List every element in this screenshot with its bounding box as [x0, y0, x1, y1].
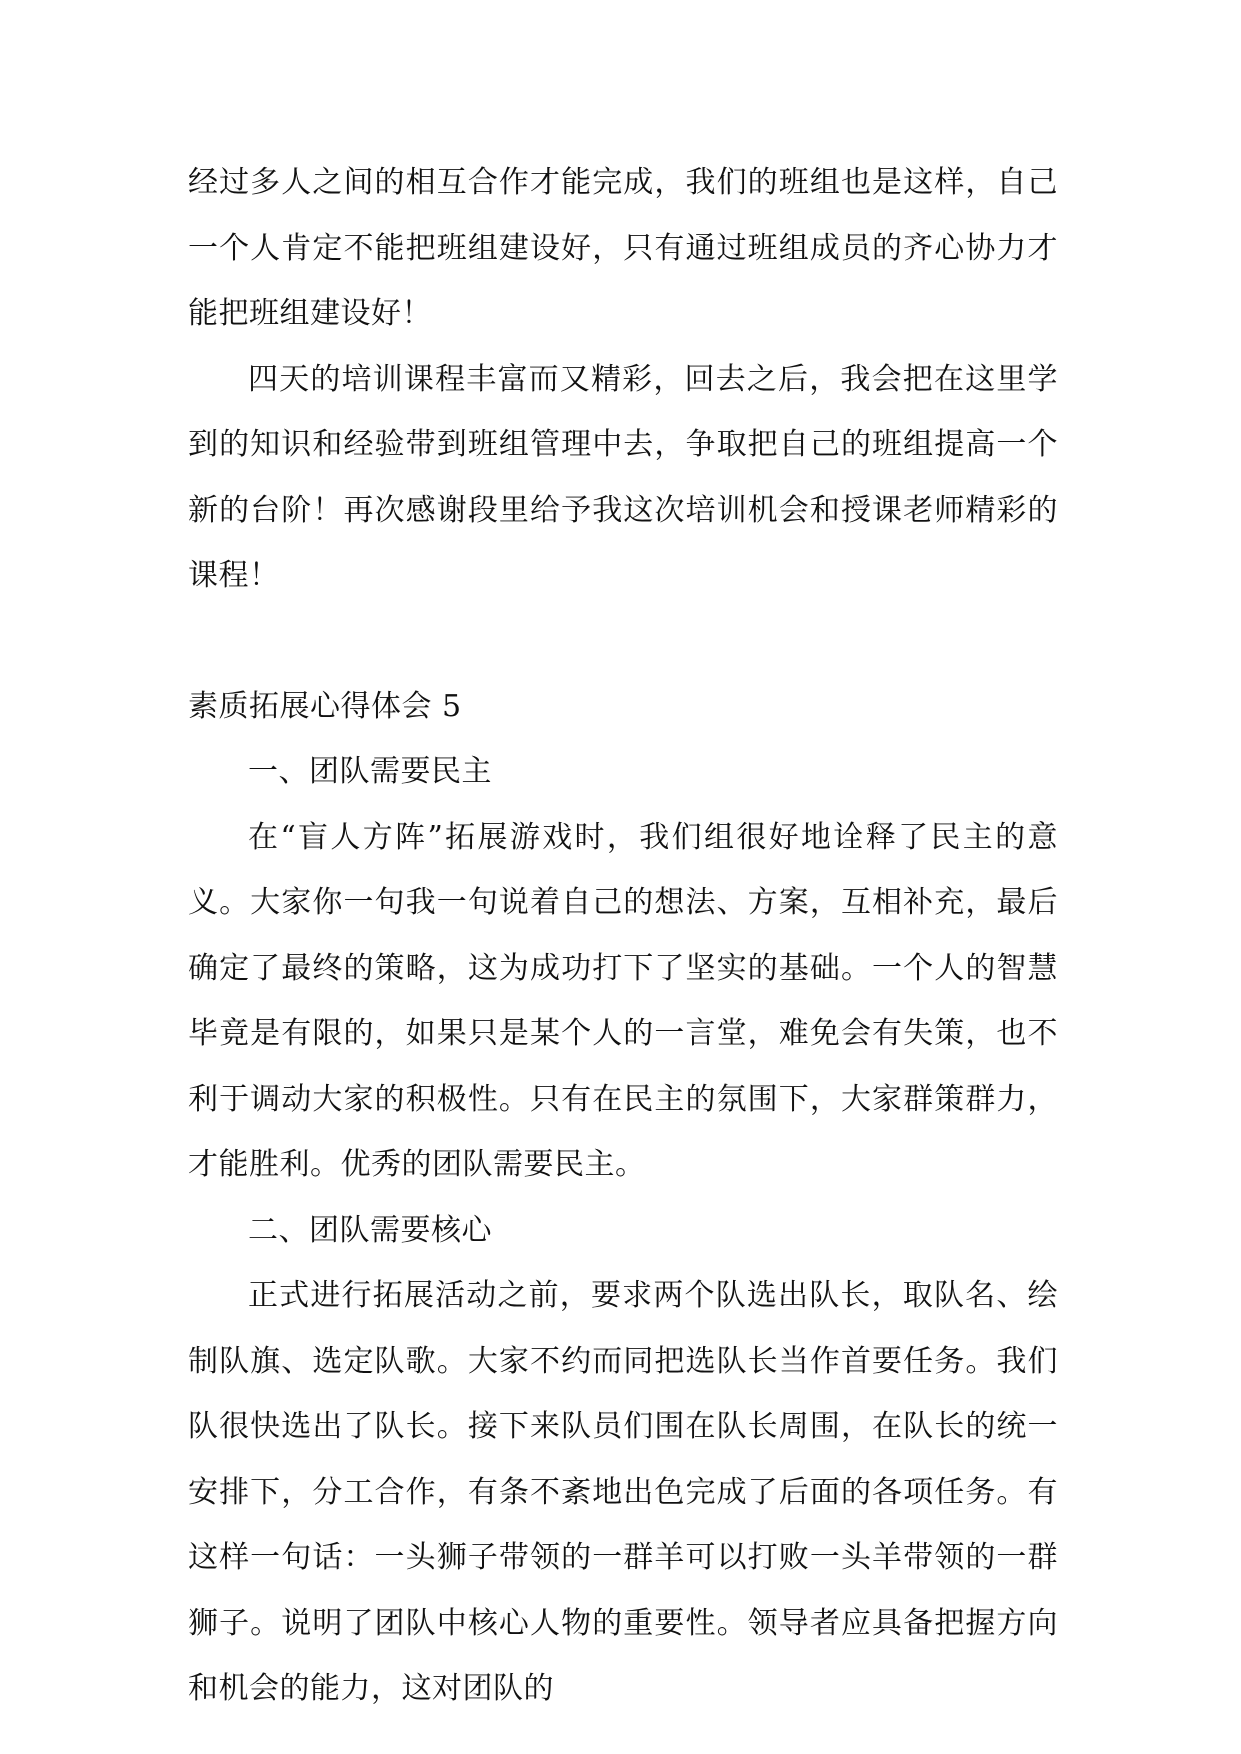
- section-spacer: [188, 609, 1058, 674]
- subheading-democracy: 一、团队需要民主: [248, 754, 492, 789]
- subheading-core: 二、团队需要核心: [248, 1212, 492, 1248]
- paragraph-teamwork-conclusion: 经过多人之间的相互合作才能完成，我们的班组也是这样，自己一个人肯定不能把班组建设好，只有通过班组成员的齐心协力才能把班组建设好！: [188, 165, 1058, 331]
- paragraph-democracy: 在“盲人方阵”拓展游戏时，我们组很好地诠释了民主的意义。大家你一句我一句说着自己的想法、方案，互相补充，最后确定了最终的策略，这为成功打下了坚实的基础。一个人的智慧毕竟是有限的，如果只是某个人的一言堂，难免会有失策，也不利于调动大家的积极性。只有在民主的氛围下，大家群策群力，才能胜利。优秀的团队需要民主。: [188, 819, 1058, 1182]
- paragraph-core: 正式进行拓展活动之前，要求两个队选出队长，取队名、绘制队旗、选定队歌。大家不约而同把选队长当作首要任务。我们队很快选出了队长。接下来队员们围在队长周围，在队长的统一安排下，分工合作，有条不紊地出色完成了后面的各项任务。有这样一句话：一头狮子带领的一群羊可以打败一头羊带领的一群狮子。说明了团队中核心人物的重要性。领导者应具备把握方向和机会的能力，这对团队的: [188, 1278, 1058, 1706]
- document-body: [188, 150, 1058, 1722]
- paragraph-training-thanks: 四天的培训课程丰富而又精彩，回去之后，我会把在这里学到的知识和经验带到班组管理中去，争取把自己的班组提高一个新的台阶！再次感谢段里给予我这次培训机会和授课老师精彩的课程！: [188, 361, 1058, 593]
- section-title: 素质拓展心得体会 5: [188, 688, 462, 724]
